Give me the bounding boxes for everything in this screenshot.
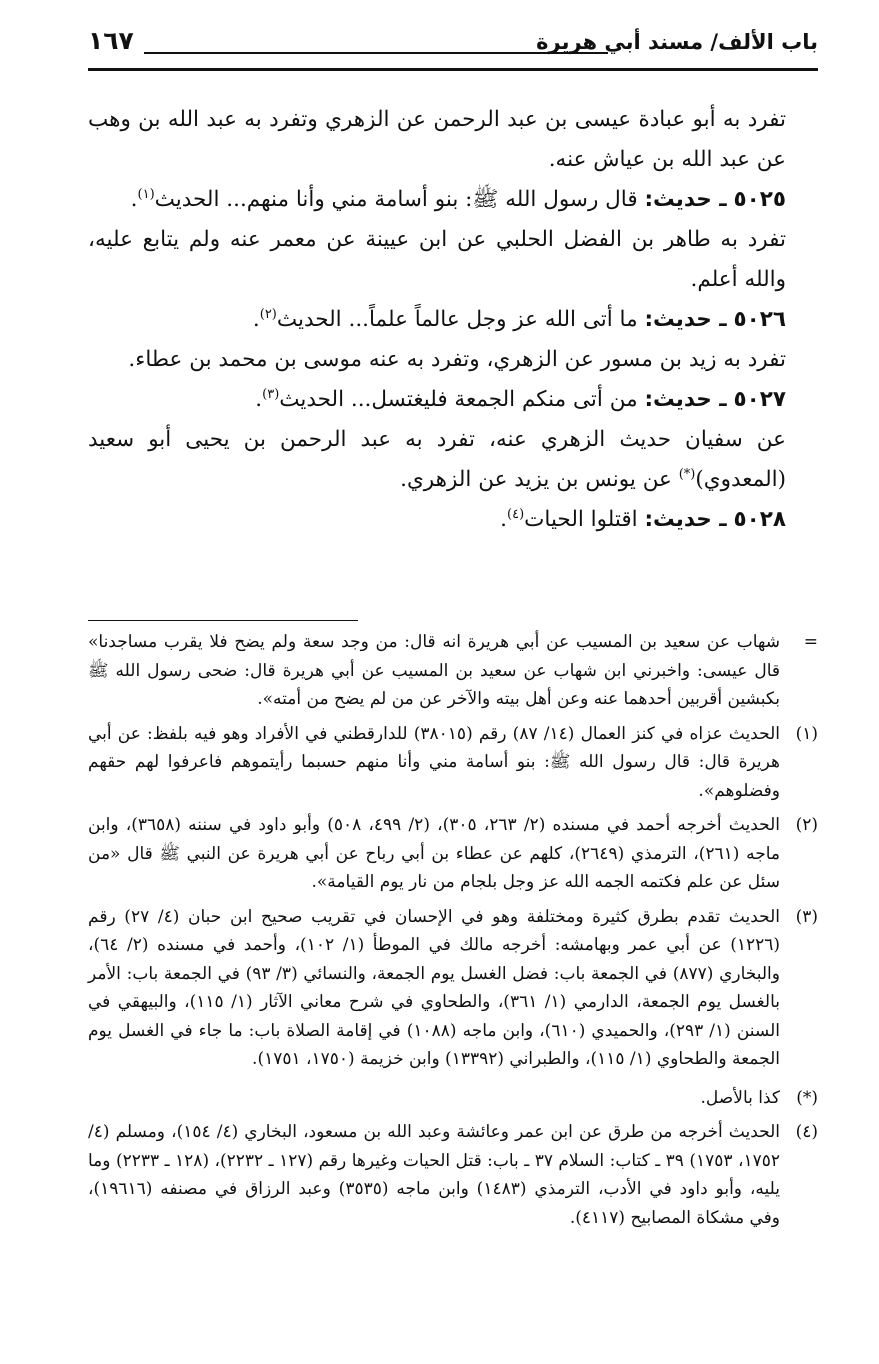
running-title: باب الألف/ مسند أبي هريرة bbox=[536, 30, 818, 54]
footnote bbox=[88, 903, 818, 1074]
hadith-number: ٥٠٢٥ bbox=[733, 187, 786, 212]
hadith-number: ٥٠٢٨ bbox=[733, 507, 786, 532]
hadith-entry: ٥٠٢٦ ـ حديث: ما أتى الله عز وجل عالماً علماً... الحديث$^{(٢)}$. bbox=[252, 306, 786, 332]
paragraph: عن سفيان حديث الزهري عنه، تفرد به عبد الرحمن بن يحيى أبو سعيد (المعدوي)(*) عن يونس بن يزيد عن الزهري. bbox=[88, 427, 786, 492]
paragraph-text: عن سفيان حديث الزهري عنه، تفرد به عبد الرحمن بن يحيى أبو سعيد (المعدوي) bbox=[88, 427, 786, 492]
footnote-text: الحديث أخرجه أحمد في مسنده (٢/ ٢٦٣، ٣٠٥)، (٢/ ٤٩٩، ٥٠٨) وأبو داود في سننه (٣٦٥٨)، وابن ماجه (٢٦١)، الترمذي (٢٦٤٩)، كلهم عن عطاء بن أبي رباح عن أبي هريرة عن النبي ﷺ قال «من سئل عن علم فكتمه الجمه الله عز وجل بلجام من نار يوم القيامة». bbox=[88, 815, 781, 892]
footnote-mark: (١) bbox=[795, 723, 818, 744]
footnote-mark: (*) bbox=[796, 1087, 818, 1108]
footnote-separator bbox=[88, 620, 358, 621]
footnote-mark: (٤) bbox=[795, 1122, 818, 1142]
footnote-ref: (١) bbox=[137, 186, 155, 202]
footnote bbox=[88, 1118, 818, 1232]
hadith-text: قال رسول الله ﷺ: بنو أسامة مني وأنا منهم... الحديث bbox=[154, 187, 638, 212]
footnote-text: كذا بالأصل. bbox=[700, 1087, 780, 1108]
hadith-number: ٥٠٢٧ bbox=[733, 387, 786, 412]
main-text bbox=[88, 100, 818, 540]
hadith-text: ما أتى الله عز وجل عالماً علماً... الحديث bbox=[276, 307, 638, 332]
header-rule bbox=[144, 52, 608, 54]
hadith-text: اقتلوا الحيات bbox=[524, 507, 638, 532]
footnote-ref: (٣) bbox=[262, 386, 280, 402]
footnote-ref: (*) bbox=[678, 466, 696, 482]
paragraph bbox=[88, 340, 818, 380]
hadith-label: حديث: bbox=[644, 187, 712, 212]
paragraph-text: تفرد به زيد بن مسور عن الزهري، وتفرد به عنه موسى بن محمد بن عطاء. bbox=[128, 347, 786, 372]
footnote-text: الحديث تقدم بطرق كثيرة ومختلفة وهو في الإحسان في تقريب صحيح ابن حبان (٤/ ٢٧) رقم (١٢٢٦) عن أبي عمر وبهامشه: أخرجه مالك في الموطأ (١/ ١٠٢)، وأحمد في مسنده (٢/ ٦٤)، والبخاري (٨٧٧) في الجمعة باب: فضل الغسل يوم الجمعة، والنسائي (٣/ ٩٣) في الجمعة باب: الأمر بالغسل يوم الجمعة، الدارمي (١/ ٣٦١)، والطحاوي في شرح معاني الآثار (١/ ١١٥)، والبيهقي في السنن (١/ ٢٩٣)، والحميدي (٦١٠)، وابن ماجه (١٠٨٨) في إقامة الصلاة باب: ما جاء في الغسل يوم الجمعة والطحاوي (١/ ١١٥)، والطبراني (١٣٣٩٢) وابن خزيمة (١٧٥٠، ١٧٥١). bbox=[88, 906, 781, 1069]
footnote-ref: (٤) bbox=[507, 506, 525, 522]
footnote-text: شهاب عن سعيد بن المسيب عن أبي هريرة انه قال: من وجد سعة ولم يضح فلا يقرب مساجدنا» قال عيسى: واخبرني ابن شهاب عن سعيد بن المسيب عن أبي هريرة قال: ضحى رسول الله ﷺ بكبشين أقربين أحدهما عنه وعن أهل بيته والآخر عن من لم يضح من أمته». bbox=[88, 632, 780, 709]
page-header bbox=[88, 26, 818, 74]
hadith-label: حديث: bbox=[644, 387, 712, 412]
hadith-label: حديث: bbox=[644, 507, 712, 532]
header-underline bbox=[88, 68, 818, 71]
footnotes bbox=[88, 628, 818, 1238]
footnote bbox=[88, 811, 818, 897]
footnote bbox=[88, 1084, 818, 1113]
paragraph-text: تفرد به أبو عبادة عيسى بن عبد الرحمن عن الزهري وتفرد به عبد الله بن وهب عن عبد الله بن عياش عنه. bbox=[88, 107, 786, 172]
footnote bbox=[88, 720, 818, 806]
footnote-mark: = bbox=[803, 632, 818, 652]
hadith-entry: ٥٠٢٨ ـ حديث: اقتلوا الحيات$^{(٤)}$. bbox=[500, 506, 786, 532]
hadith-text: من أتى منكم الجمعة فليغتسل... الحديث bbox=[279, 387, 638, 412]
page-number: ١٦٧ bbox=[88, 26, 134, 55]
hadith-entry: ٥٠٢٥ ـ حديث: قال رسول الله ﷺ: بنو أسامة مني وأنا منهم... الحديث$^{(١)}$. bbox=[130, 186, 786, 212]
footnote-mark: (٢) bbox=[795, 815, 818, 835]
footnote-mark: (٣) bbox=[795, 906, 818, 927]
hadith-number: ٥٠٢٦ bbox=[733, 307, 786, 332]
footnote-ref: (٢) bbox=[259, 306, 277, 322]
footnote-continuation bbox=[88, 628, 818, 714]
paragraph bbox=[88, 220, 818, 300]
paragraph-text: تفرد به طاهر بن الفضل الحلبي عن ابن عيينة عن معمر عنه ولم يتابع عليه، والله أعلم. bbox=[88, 227, 786, 292]
hadith-entry: ٥٠٢٧ ـ حديث: من أتى منكم الجمعة فليغتسل... الحديث$^{(٣)}$. bbox=[255, 386, 786, 412]
footnote-text: الحديث أخرجه من طرق عن ابن عمر وعائشة وعبد الله بن مسعود، البخاري (٤/ ١٥٤)، ومسلم (٤/ ١٧٥٢، ١٧٥٣) ٣٩ ـ كتاب: السلام ٣٧ ـ باب: قتل الحيات وغيرها رقم (١٢٧ ـ ٢٢٣٢)، (١٢٨ ـ ٢٢٣٣) وما يليه، وأبو داود في الأدب، الترمذي (١٤٨٣) وابن ماجه (٣٥٣٥) وعبد الرزاق في مصنفه (١٩٦١٦)، وفي مشكاة المصابيح (٤١١٧). bbox=[88, 1122, 781, 1228]
paragraph bbox=[88, 100, 818, 180]
footnote-text: الحديث عزاه في كنز العمال (١٤/ ٨٧) رقم (٣٨٠١٥) للدارقطني في الأفراد وهو فيه بلفظ: عن أبي هريرة قال: قال رسول الله ﷺ: بنو أسامة مني وأنا منهم حسبما رأيتموهم فاعرفوا لهم حقهم وفضلوهم». bbox=[88, 723, 780, 801]
hadith-label: حديث: bbox=[644, 307, 712, 332]
